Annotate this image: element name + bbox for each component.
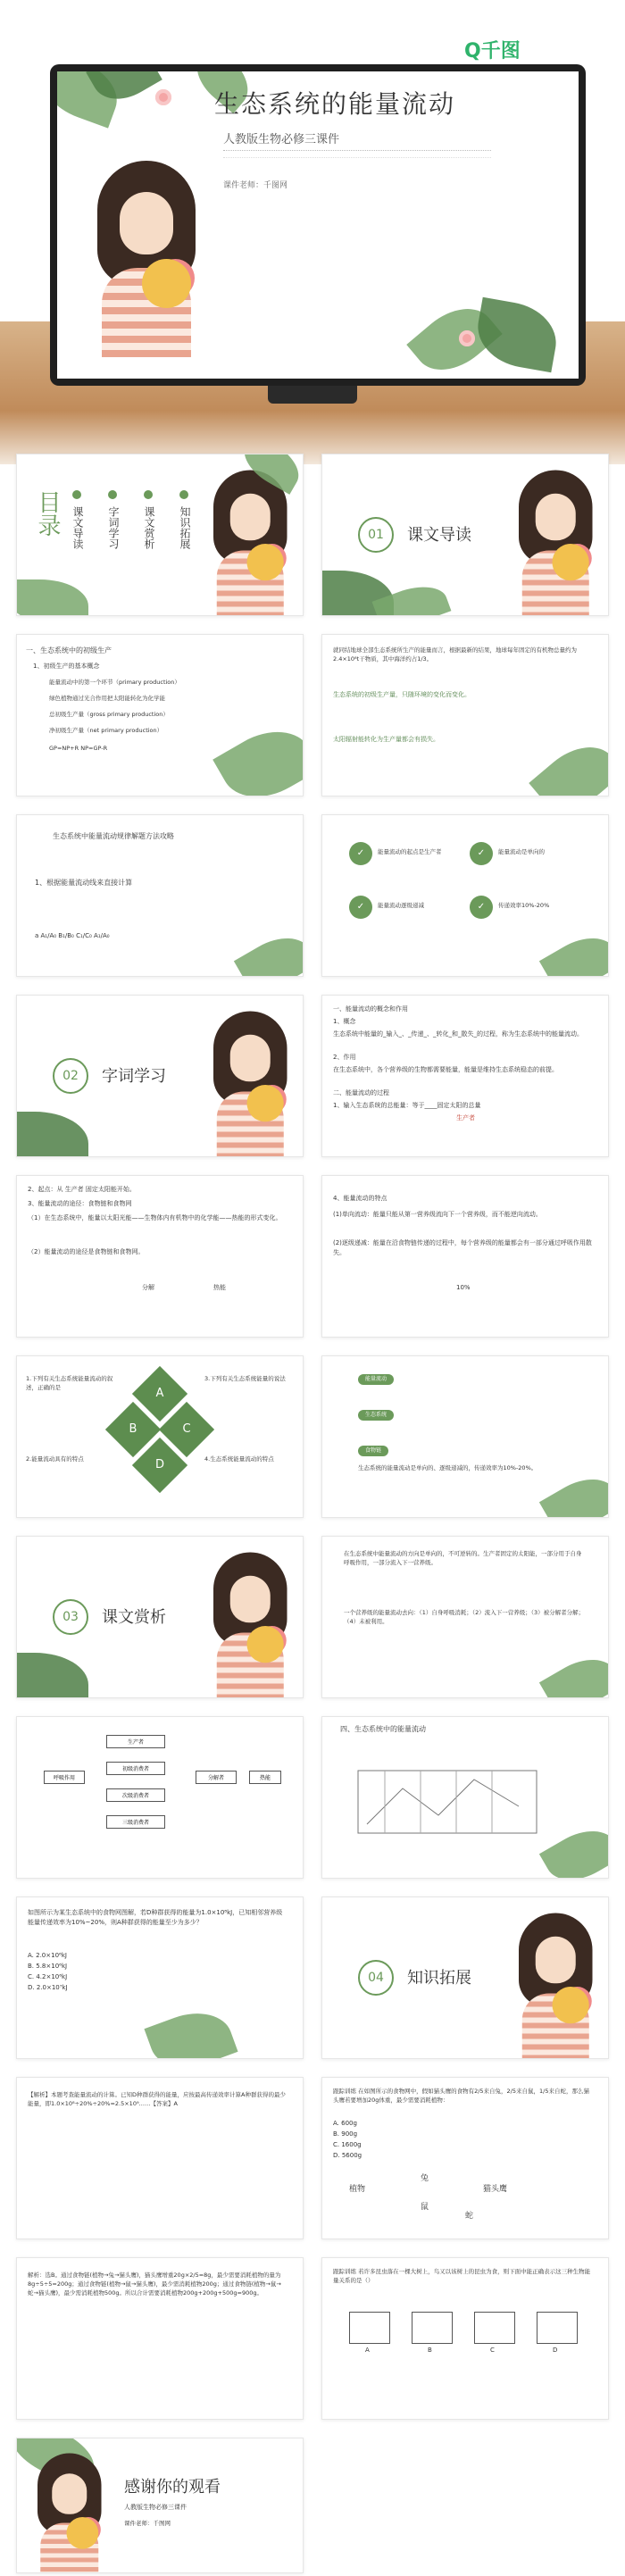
slide-line: 二、能量流动的过程: [333, 1089, 389, 1096]
feature-item: 传递效率10%-20%: [498, 902, 550, 909]
slide-question: [16, 1897, 304, 2059]
list-item: 总初级生产量（gross primary production）: [49, 711, 169, 718]
list-item: 绿色植物通过光合作用把太阳能转化为化学能: [49, 695, 165, 702]
option: B. 5.8×10⁶kJ: [28, 1963, 68, 1970]
feature-item: 能量流动逐级递减: [378, 902, 424, 909]
option: D. 2.0×10⁷kJ: [28, 1984, 68, 1991]
bullet-icon: ✓: [470, 842, 493, 865]
slide-experiment: [321, 2257, 609, 2420]
toc-dot: [72, 490, 81, 499]
slide-line: 4、能量流动的特点: [333, 1195, 388, 1202]
option-label: C: [182, 1422, 191, 1436]
question-text: 3.下列有关生态系统能量的说法: [204, 1375, 286, 1382]
option: A. 2.0×10⁶kJ: [28, 1952, 67, 1959]
girl-illustration: [79, 152, 213, 357]
tag-pill: 能量流动: [358, 1374, 394, 1385]
web-node: 蛇: [465, 2212, 474, 2221]
option-label: D: [154, 1458, 164, 1471]
slide-line: (2)逐级递减：能量在沿食物链传递的过程中，每个营养级的能量都会有一部分通过呼吸作用散失。: [333, 1239, 592, 1256]
option: B. 900g: [333, 2130, 358, 2138]
option-label: A: [365, 2347, 370, 2354]
slide-thanks: [16, 2438, 304, 2573]
section-title: 字词学习: [102, 1067, 166, 1086]
web-node: 植物: [349, 2185, 366, 2194]
slide-section-03: [16, 1536, 304, 1698]
flow-label: 热能: [213, 1284, 226, 1291]
leaf-decoration: [539, 1646, 609, 1698]
toc-dot: [179, 490, 188, 499]
slide-toc: [16, 454, 304, 616]
bullet-icon: ✓: [349, 842, 372, 865]
pyramid-option: [349, 2312, 390, 2344]
chart-node: 热能: [249, 1771, 281, 1784]
slide-section-01: [321, 454, 609, 616]
question-text: 1.下列有关生态系统能量流动的叙述，正确的是: [26, 1375, 113, 1391]
slide-line: （2）能量流动的途径是食物链和食物网。: [28, 1248, 145, 1255]
slide-answer: [16, 2257, 304, 2420]
slide-line: 1、输入生态系统的总能量：等于____固定太阳的总量: [333, 1102, 481, 1109]
option-label: D: [553, 2347, 558, 2354]
percentage: 10%: [456, 1284, 471, 1291]
slide-heading: 1、根据能量流动线来直接计算: [35, 879, 133, 887]
section-title: 课文赏析: [102, 1608, 166, 1627]
option: D. 5600g: [333, 2152, 362, 2159]
leaf-decoration: [16, 579, 88, 616]
chart-node: 三级消费者: [106, 1815, 165, 1829]
option-label: C: [490, 2347, 495, 2354]
slide-words: [321, 995, 609, 1157]
leaf-decoration: [234, 925, 304, 977]
option-label: A: [155, 1387, 164, 1400]
paragraph: 一个营养级的能量流动去向：（1）自身呼吸消耗；（2）流入下一营养级；（3）被分解者分解；（4）未被利用。: [344, 1609, 585, 1625]
bullet-icon: ✓: [349, 896, 372, 919]
hero-subtitle: 人教版生物必修三课件: [223, 133, 340, 146]
section-number: 03: [53, 1599, 88, 1635]
flower-decoration: [459, 330, 475, 346]
paragraph: 【解析】本题考查能量流动的计算。已知D种群获得的能量，应按最高传递效率计算A种群获得的最少能量，即1.0×10⁸÷20%÷20%=2.5×10⁹……【答案】A: [28, 2091, 286, 2107]
feature-item: 能量流动是单向的: [498, 848, 545, 855]
leaf-decoration: [16, 1653, 88, 1698]
chart-node: 初级消费者: [106, 1762, 165, 1775]
slide-web: [321, 2077, 609, 2239]
slide-line: 3、能量流动的途径：食物链和食物网: [28, 1200, 132, 1207]
toc-item-2[interactable]: 字词学习: [107, 506, 120, 549]
paragraph: 生态系统的能量流动是单向的、逐级递减的，传递效率为10%-20%。: [358, 1464, 538, 1471]
slide-pills: [321, 1355, 609, 1518]
question-text: 4.生态系统能量流动的特点: [204, 1455, 274, 1463]
pyramid-option: [474, 2312, 515, 2344]
thanks-author: 课件老师：千图网: [124, 2520, 171, 2527]
section-title: 知识拓展: [407, 1969, 471, 1988]
section-number: 01: [358, 517, 394, 553]
option: C. 1600g: [333, 2141, 362, 2148]
chart-node: 生产者: [106, 1735, 165, 1748]
fill-answer: 生产者: [456, 1114, 475, 1121]
section-title: 课文导读: [407, 526, 471, 545]
toc-dot: [108, 490, 117, 499]
slide-food: [321, 1716, 609, 1879]
paragraph: 生态系统的初级生产量，只随环境的变化而变化。: [333, 691, 471, 698]
girl-illustration: [505, 463, 606, 616]
slide-flow: [16, 1175, 304, 1338]
thanks-subtitle: 人教版生物必修三课件: [124, 2504, 187, 2511]
list-item: 能量流动中的第一个环节（primary production）: [49, 679, 180, 686]
question-text: 2.能量流动具有的特点: [26, 1455, 84, 1463]
slide-features: [321, 814, 609, 977]
divider: [223, 150, 491, 151]
hero-banner: [0, 0, 625, 464]
paragraph: 就同结地球全部生态系统所生产的能量而言，根据最新的结果，地球每年固定的有机物总量约为2.4×10⁸t干物质，其中海洋约占1/3。: [333, 646, 577, 663]
slide-line: 2、作用: [333, 1054, 356, 1061]
slide-line: 1、概念: [333, 1018, 356, 1025]
leaf-decoration: [212, 715, 304, 796]
slide-line: (1)单向流动：能量只能从第一营养级流向下一个营养级，而不能逆向流动。: [333, 1211, 542, 1218]
paragraph: 在生态系统中能量流动的方向是单向的，不可逆转的。生产者固定的太阳能，一部分用于自身呼吸作用，一部分流入下一营养级。: [344, 1550, 582, 1566]
question-text: 跟踪训练 在如图所示的食物网中，假如猫头鹰的食物有2/5来自兔，2/5来自鼠，1/5来自蛇，那么猫头鹰若要增加20g体重，最少需要消耗植物：: [333, 2088, 589, 2104]
chart-node: 呼吸作用: [44, 1771, 85, 1784]
feature-item: 能量流动的起点是生产者: [378, 848, 442, 855]
slide-section-02: [16, 995, 304, 1157]
slide-intro: [16, 634, 304, 796]
girl-illustration: [26, 2447, 113, 2573]
formula: a A₁/A₀ B₁/B₀ C₁/C₀ A₁/A₀: [35, 932, 110, 939]
option: A. 600g: [333, 2120, 357, 2127]
leaf-decoration: [16, 1112, 88, 1157]
paragraph: 太阳辐射能转化为生产量都会有损失。: [333, 736, 439, 743]
leaf-decoration: [372, 578, 452, 616]
pipeline-diagram: [349, 1744, 563, 1851]
girl-illustration: [200, 1546, 301, 1698]
slide-line: 1、初级生产的基本概念: [33, 663, 100, 670]
slide-heading: 一、生态系统中的初级生产: [26, 646, 112, 654]
pyramid-option: [412, 2312, 453, 2344]
slide-line: 在生态系统中，各个营养级的生物都需要能量，能量是维持生态系统稳态的前提。: [333, 1066, 558, 1073]
leaf-decoration: [144, 2001, 238, 2059]
web-node: 鼠: [421, 2203, 429, 2212]
leaf-decoration: [539, 1466, 609, 1518]
toc-item-3[interactable]: 课文赏析: [143, 506, 155, 549]
leaf-decoration: [539, 925, 609, 977]
thanks-title: 感谢你的观看: [124, 2478, 221, 2497]
formula: GP=NP+R NP=GP-R: [49, 745, 108, 752]
slide-intro-2: [321, 634, 609, 796]
toc-dot: [144, 490, 153, 499]
flower-decoration: [155, 89, 171, 105]
slide-line: 2、起点：从 生产者 固定太阳能开始。: [28, 1186, 136, 1193]
chart-node: 次级消费者: [106, 1788, 165, 1802]
toc-item-4[interactable]: 知识拓展: [179, 506, 191, 549]
section-number: 02: [53, 1058, 88, 1094]
slide-method: [16, 814, 304, 977]
leaf-decoration: [472, 297, 562, 373]
slide-abcd: [16, 1355, 304, 1518]
brand-logo: Q千图: [464, 40, 521, 63]
paragraph: 解析：选B。通过食物链(植物→兔→猫头鹰)，猫头鹰增重20g×2/5=8g，最少需要消耗植物的量为8g÷5÷5=200g；通过食物链(植物→鼠→猫头鹰)，最少需消耗植物200g；通过食物链(植物→鼠→蛇→猫头鹰)，最少需消耗植物500g。所以合计需要消耗植物200g+200g+500g=900g。: [28, 2272, 281, 2297]
question-text: 如图所示为某生态系统中的食物网图解，若D种群获得的能量为1.0×10⁸kJ，已知相邻营养级能量传递效率为10%~20%，则A种群获得的能量至少为多少？: [28, 1909, 283, 1926]
slide-feature: [321, 1175, 609, 1338]
slide-energy-chart: [16, 1716, 304, 1879]
slide-line: 一、能量流动的概念和作用: [333, 1005, 408, 1013]
slide-heading: 四、生态系统中的能量流动: [340, 1725, 426, 1733]
toc-item-1[interactable]: 课文导读: [71, 506, 84, 549]
tag-pill: 生态系统: [358, 1410, 394, 1421]
divider: [223, 157, 491, 158]
girl-illustration: [200, 1005, 301, 1157]
slide-reading: [321, 1536, 609, 1698]
web-node: 兔: [421, 2174, 429, 2183]
slide-section-04: [321, 1897, 609, 2059]
slide-solution: [16, 2077, 304, 2239]
option-label: B: [428, 2347, 432, 2354]
hero-author: 课件老师：千图网: [223, 181, 288, 190]
hero-title: 生态系统的能量流动: [214, 89, 456, 119]
monitor-stand: [268, 386, 357, 404]
section-number: 04: [358, 1960, 394, 1996]
option-label: B: [129, 1422, 138, 1436]
web-node: 猫头鹰: [483, 2185, 508, 2194]
flow-label: 分解: [142, 1284, 154, 1291]
tag-pill: 食物链: [358, 1446, 388, 1456]
slide-title: 生态系统中能量流动规律解题方法攻略: [53, 832, 174, 840]
question-text: 跟踪训练 若许多昆虫落在一棵大树上，鸟又以该树上的昆虫为食，则下面中能正确表示这三种生物能量关系的是（）: [333, 2268, 591, 2284]
list-item: 净初级生产量（net primary production）: [49, 727, 163, 734]
option: C. 4.2×10⁶kJ: [28, 1973, 68, 1980]
slide-line: 生态系统中能量的_输入_、_传递_、_转化_和_散失_的过程，称为生态系统中的能量流动。: [333, 1030, 583, 1038]
slide-line: （1）在生态系统中，能量以太阳光能——生物体内有机物中的化学能——热能的形式变化。: [28, 1214, 282, 1221]
toc-title: 目录: [34, 490, 61, 537]
bullet-icon: ✓: [470, 896, 493, 919]
pyramid-option: [537, 2312, 578, 2344]
chart-node: 分解者: [196, 1771, 237, 1784]
girl-illustration: [505, 1906, 606, 2059]
